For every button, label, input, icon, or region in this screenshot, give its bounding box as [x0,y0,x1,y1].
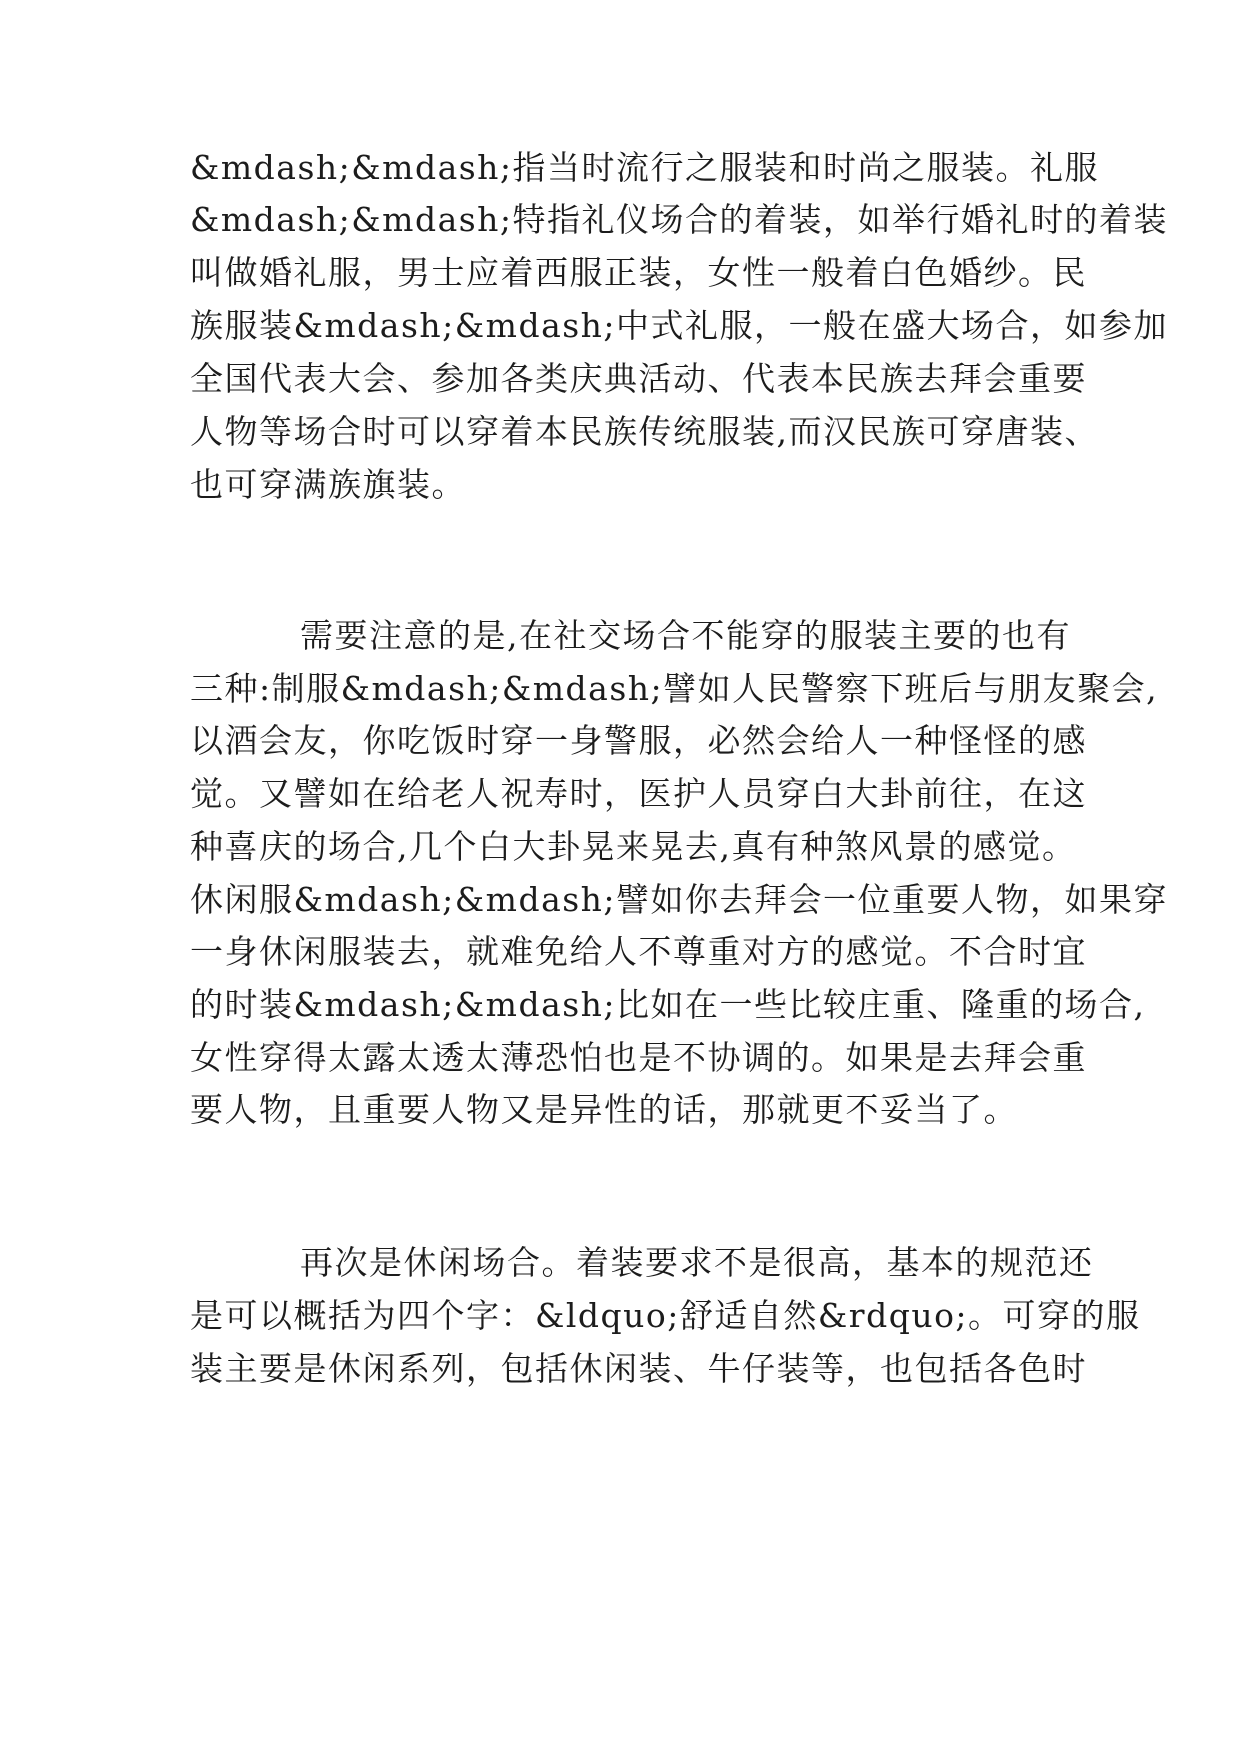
paragraph-line: 全国代表大会、参加各类庆典活动、代表本民族去拜会重要 [190,359,1087,398]
paragraph-line: 的时装&mdash;&mdash;比如在一些比较庄重、隆重的场合, [190,985,1146,1024]
paragraph-line: 要人物，且重要人物又是异性的话，那就更不妥当了。 [190,1090,1018,1129]
paragraph-line: &mdash;&mdash;特指礼仪场合的着装，如举行婚礼时的着装 [190,200,1169,239]
paragraph-line: 种喜庆的场合,几个白大卦晃来晃去,真有种煞风景的感觉。 [190,827,1077,866]
paragraph-line: 休闲服&mdash;&mdash;譬如你去拜会一位重要人物，如果穿 [190,880,1169,919]
paragraph-line: 族服装&mdash;&mdash;中式礼服，一般在盛大场合，如参加 [190,306,1169,345]
paragraph-line: 一身休闲服装去，就难免给人不尊重对方的感觉。不合时宜 [190,932,1087,971]
paragraph-line: 女性穿得太露太透太薄恐怕也是不协调的。如果是去拜会重 [190,1038,1087,1077]
paragraph-line: 人物等场合时可以穿着本民族传统服装,而汉民族可穿唐装、 [190,412,1099,451]
paragraph-line: 以酒会友，你吃饭时穿一身警服，必然会给人一种怪怪的感 [190,721,1087,760]
paragraph-line: 是可以概括为四个字：&ldquo;舒适自然&rdquo;。可穿的服 [190,1296,1141,1335]
paragraph-line: 叫做婚礼服，男士应着西服正装，女性一般着白色婚纱。民 [190,253,1087,292]
paragraph-line: 三种:制服&mdash;&mdash;譬如人民警察下班后与朋友聚会, [190,669,1159,708]
paragraph-line: 也可穿满族旗装。 [190,465,466,504]
paragraph-line: 需要注意的是,在社交场合不能穿的服装主要的也有 [300,616,1071,655]
paragraph-line: 觉。又譬如在给老人祝寿时，医护人员穿白大卦前往，在这 [190,774,1087,813]
paragraph-line: 装主要是休闲系列，包括休闲装、牛仔装等，也包括各色时 [190,1349,1087,1388]
paragraph-line: &mdash;&mdash;指当时流行之服装和时尚之服装。礼服 [190,148,1100,187]
paragraph-line: 再次是休闲场合。着装要求不是很高，基本的规范还 [300,1243,1094,1282]
